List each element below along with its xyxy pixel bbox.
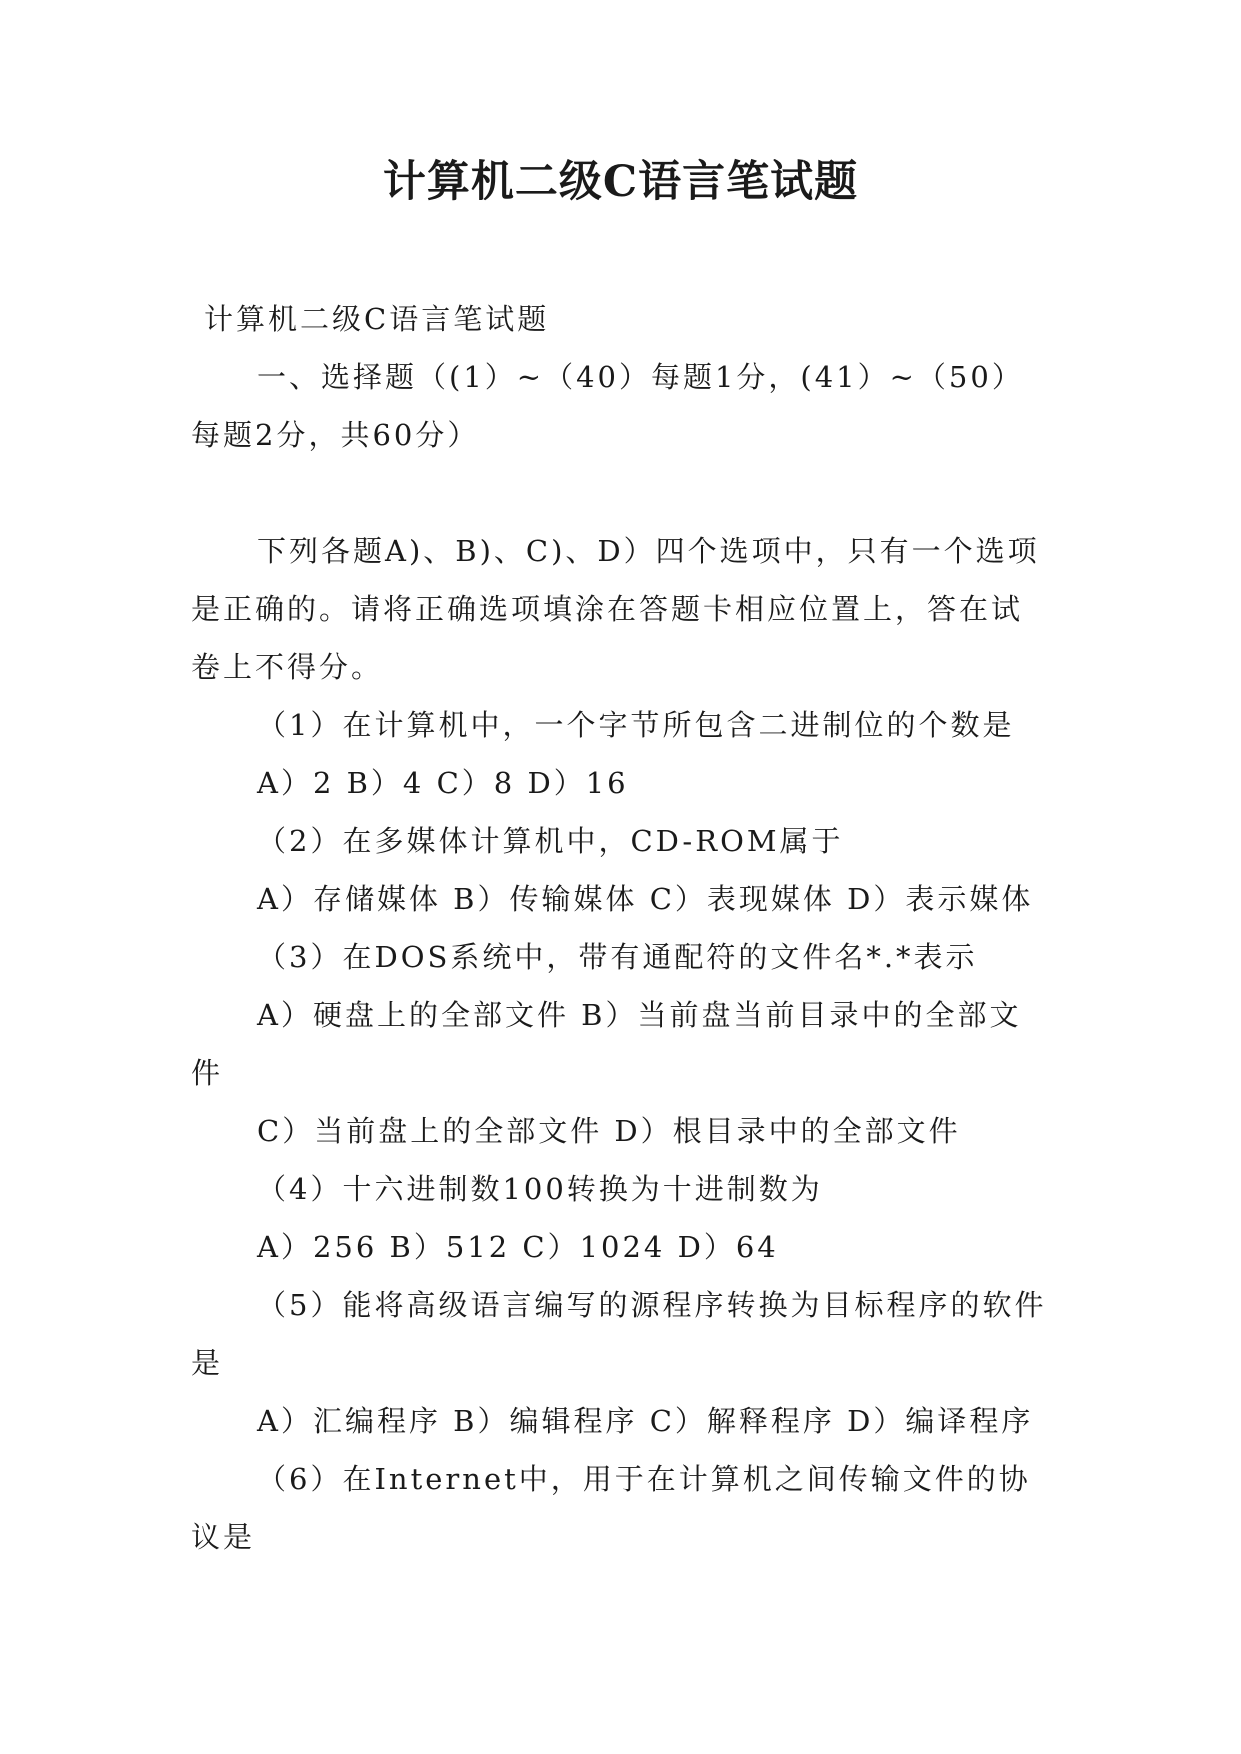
question-options: A）汇编程序 B）编辑程序 C）解释程序 D）编译程序: [257, 1404, 1034, 1438]
question-options: A）存储媒体 B）传输媒体 C）表现媒体 D）表示媒体: [257, 882, 1034, 916]
section-intro: 一、选择题（(1）~（40）每题1分，(41）~（50）每题2分，共60分）: [191, 360, 1024, 452]
instructions-paragraph: 下列各题A)、B)、C)、D）四个选项中，只有一个选项是正确的。请将正确选项填涂在答题卡相应位置上，答在试卷上不得分。: [191, 534, 1040, 684]
document-body: [191, 290, 1053, 1566]
question-stem: （2）在多媒体计算机中，CD-ROM属于: [257, 824, 844, 858]
question-options: A）256 B）512 C）1024 D）64: [257, 1230, 779, 1264]
question-stem: （1）在计算机中，一个字节所包含二进制位的个数是: [257, 708, 1015, 742]
question-stem: （3）在DOS系统中，带有通配符的文件名*.*表示: [257, 940, 978, 974]
question-stem: （6）在Internet中，用于在计算机之间传输文件的协议是: [191, 1462, 1031, 1554]
question-options: A）2 B）4 C）8 D）16: [257, 766, 629, 800]
question-options: A）硬盘上的全部文件 B）当前盘当前目录中的全部文件: [191, 998, 1022, 1090]
question-options: C）当前盘上的全部文件 D）根目录中的全部文件: [257, 1114, 961, 1148]
question-stem: （4）十六进制数100转换为十进制数为: [257, 1172, 823, 1206]
document-title: 计算机二级C语言笔试题: [382, 157, 859, 207]
paragraph-gap: [191, 464, 1053, 522]
sub-heading: 计算机二级C语言笔试题: [204, 302, 550, 336]
question-stem: （5）能将高级语言编写的源程序转换为目标程序的软件是: [191, 1288, 1047, 1380]
